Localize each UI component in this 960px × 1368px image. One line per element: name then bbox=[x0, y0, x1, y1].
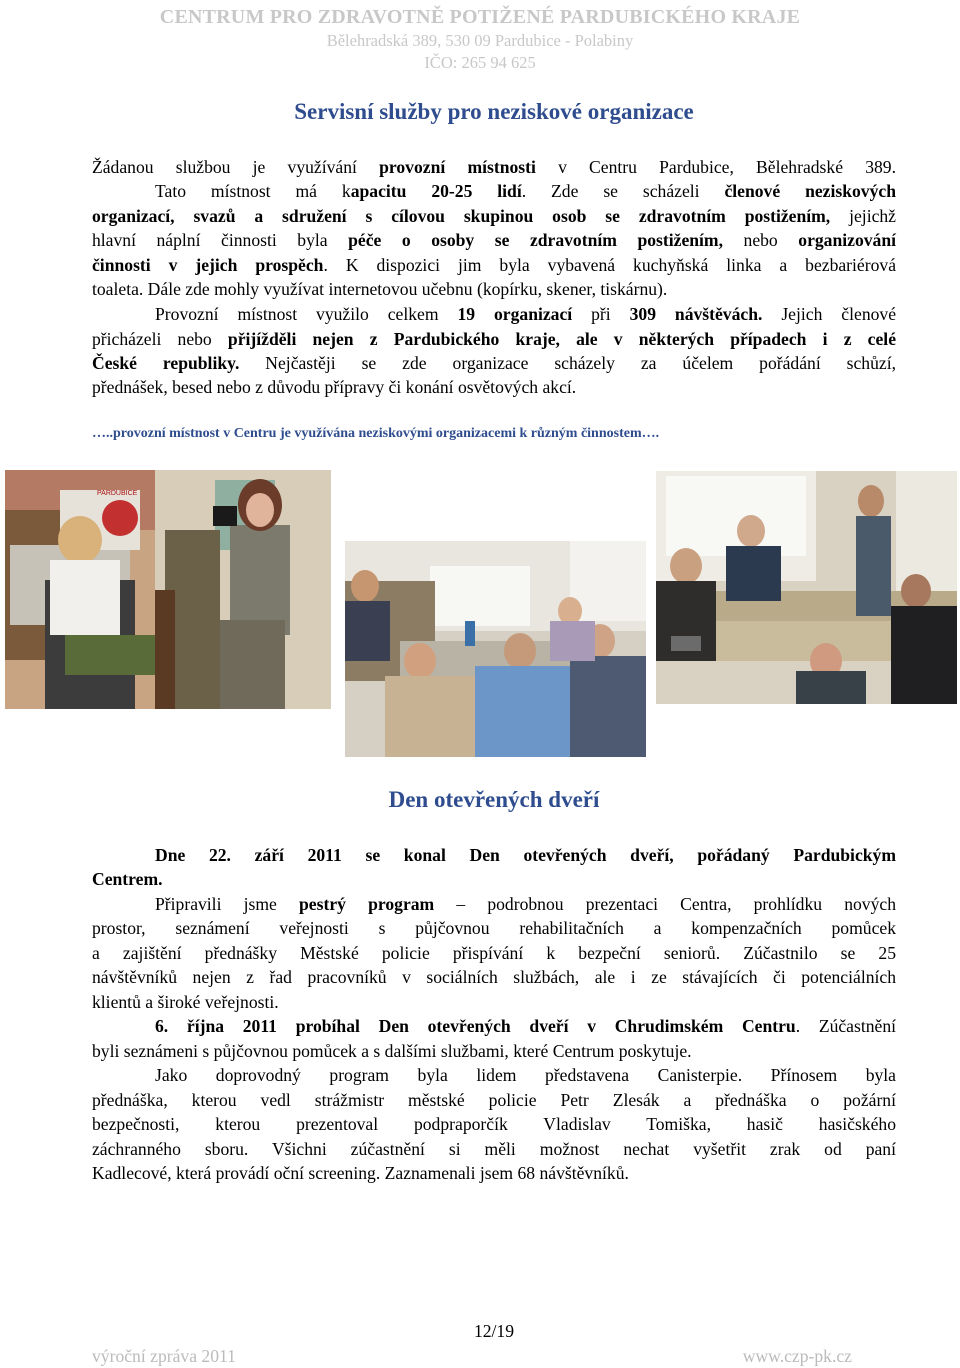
org-ico: IČO: 265 94 625 bbox=[424, 53, 536, 72]
section-title-open-day: Den otevřených dveří bbox=[388, 787, 600, 812]
paragraph-line: a zajištění přednášky Městské policie přispívání k bezpeční seniorů. Zúčastnilo se 25 bbox=[92, 943, 896, 963]
photo-woman-with-child bbox=[5, 470, 331, 709]
paragraph-line: činnosti v jejich prospěch. K dispozici jim byla vybavená kuchyňská linka a bezbariérová bbox=[92, 255, 896, 275]
paragraph-line: byli seznámeni s půjčovnou pomůcek a s dalšími službami, které Centrum poskytuje. bbox=[92, 1041, 692, 1061]
paragraph-line: Jako doprovodný program byla lidem představena Canisterpie. Přínosem byla bbox=[155, 1065, 896, 1085]
paragraph-line: záchranného sboru. Všichni zúčastnění si měli možnost nechat vyšetřit zrak od paní bbox=[92, 1139, 896, 1159]
page-number: 12/19 bbox=[473, 1321, 515, 1341]
footer-website: www.czp-pk.cz bbox=[742, 1346, 852, 1366]
section-title-services: Servisní služby pro neziskové organizace bbox=[294, 99, 694, 124]
paragraph-line: Provozní místnost využilo celkem 19 organizací při 309 návštěvách. Jejich členové bbox=[155, 304, 897, 324]
photo-caption: …..provozní místnost v Centru je využívána neziskovými organizacemi k různým činnostem…. bbox=[92, 426, 660, 441]
paragraph-line: Kadlecové, která provádí oční screening. Zaznamenali jsem 68 návštěvníků. bbox=[92, 1163, 629, 1183]
paragraph-line: toaleta. Dále zde mohly využívat internetovou učebnu (kopírku, skener, tiskárnu). bbox=[92, 279, 668, 299]
paragraph-line: Centrem. bbox=[92, 869, 163, 889]
footer-report-title: výroční zpráva 2011 bbox=[92, 1346, 236, 1366]
paragraph-line: přicházeli nebo přijížděli nejen z Pardubického kraje, ale v některých případech i z celé bbox=[92, 329, 896, 349]
photo-sign-text: PARDUBICE bbox=[97, 490, 138, 497]
paragraph-line: klientů a široké veřejnosti. bbox=[92, 992, 279, 1012]
org-name: CENTRUM PRO ZDRAVOTNĚ POTIŽENÉ PARDUBICKÉHO KRAJE bbox=[159, 6, 801, 28]
paragraph-line: přednášek, besed nebo z důvodu přípravy či konání osvětových akcí. bbox=[92, 377, 577, 397]
paragraph-line: hlavní náplní činnosti byla péče o osoby se zdravotním postižením, nebo organizování bbox=[92, 230, 897, 250]
paragraph-line: organizací, svazů a sdružení s cílovou skupinou osob se zdravotním postižením, jejichž bbox=[92, 206, 896, 226]
paragraph-line: bezpečnosti, kterou prezentoval podpraporčík Vladislav Tomiška, hasič hasičského bbox=[92, 1114, 896, 1134]
org-address: Bělehradská 389, 530 09 Pardubice - Polabiny bbox=[326, 31, 634, 50]
photo-table-discussion bbox=[656, 471, 957, 704]
paragraph-line: prostor, seznámení veřejnosti s půjčovnou rehabilitačních a kompenzačních pomůcek bbox=[92, 918, 896, 938]
paragraph-line: České republiky. Nejčastěji se zde organizace scházely za účelem pořádání schůzí, bbox=[92, 353, 896, 373]
paragraph-line: návštěvníků nejen z řad pracovníků v sociálních službách, ale i ze stávajících či potenciálních bbox=[92, 967, 896, 987]
photo-meeting-room bbox=[345, 541, 646, 757]
paragraph-line: Připravili jsme pestrý program – podrobnou prezentaci Centra, prohlídku nových bbox=[155, 894, 897, 914]
paragraph-line: Tato místnost má kapacitu 20-25 lidí. Zde se scházeli členové neziskových bbox=[155, 181, 896, 201]
paragraph-line: Dne 22. září 2011 se konal Den otevřených dveří, pořádaný Pardubickým bbox=[155, 845, 896, 865]
paragraph-line: přednáška, kterou vedl strážmistr městské policie Petr Zlesák a přednáška o požární bbox=[92, 1090, 896, 1110]
paragraph-line: 6. října 2011 probíhal Den otevřených dveří v Chrudimském Centru. Zúčastnění bbox=[155, 1016, 897, 1036]
paragraph-line: Žádanou službou je využívání provozní místnosti v Centru Pardubice, Bělehradské 389. bbox=[92, 157, 896, 177]
